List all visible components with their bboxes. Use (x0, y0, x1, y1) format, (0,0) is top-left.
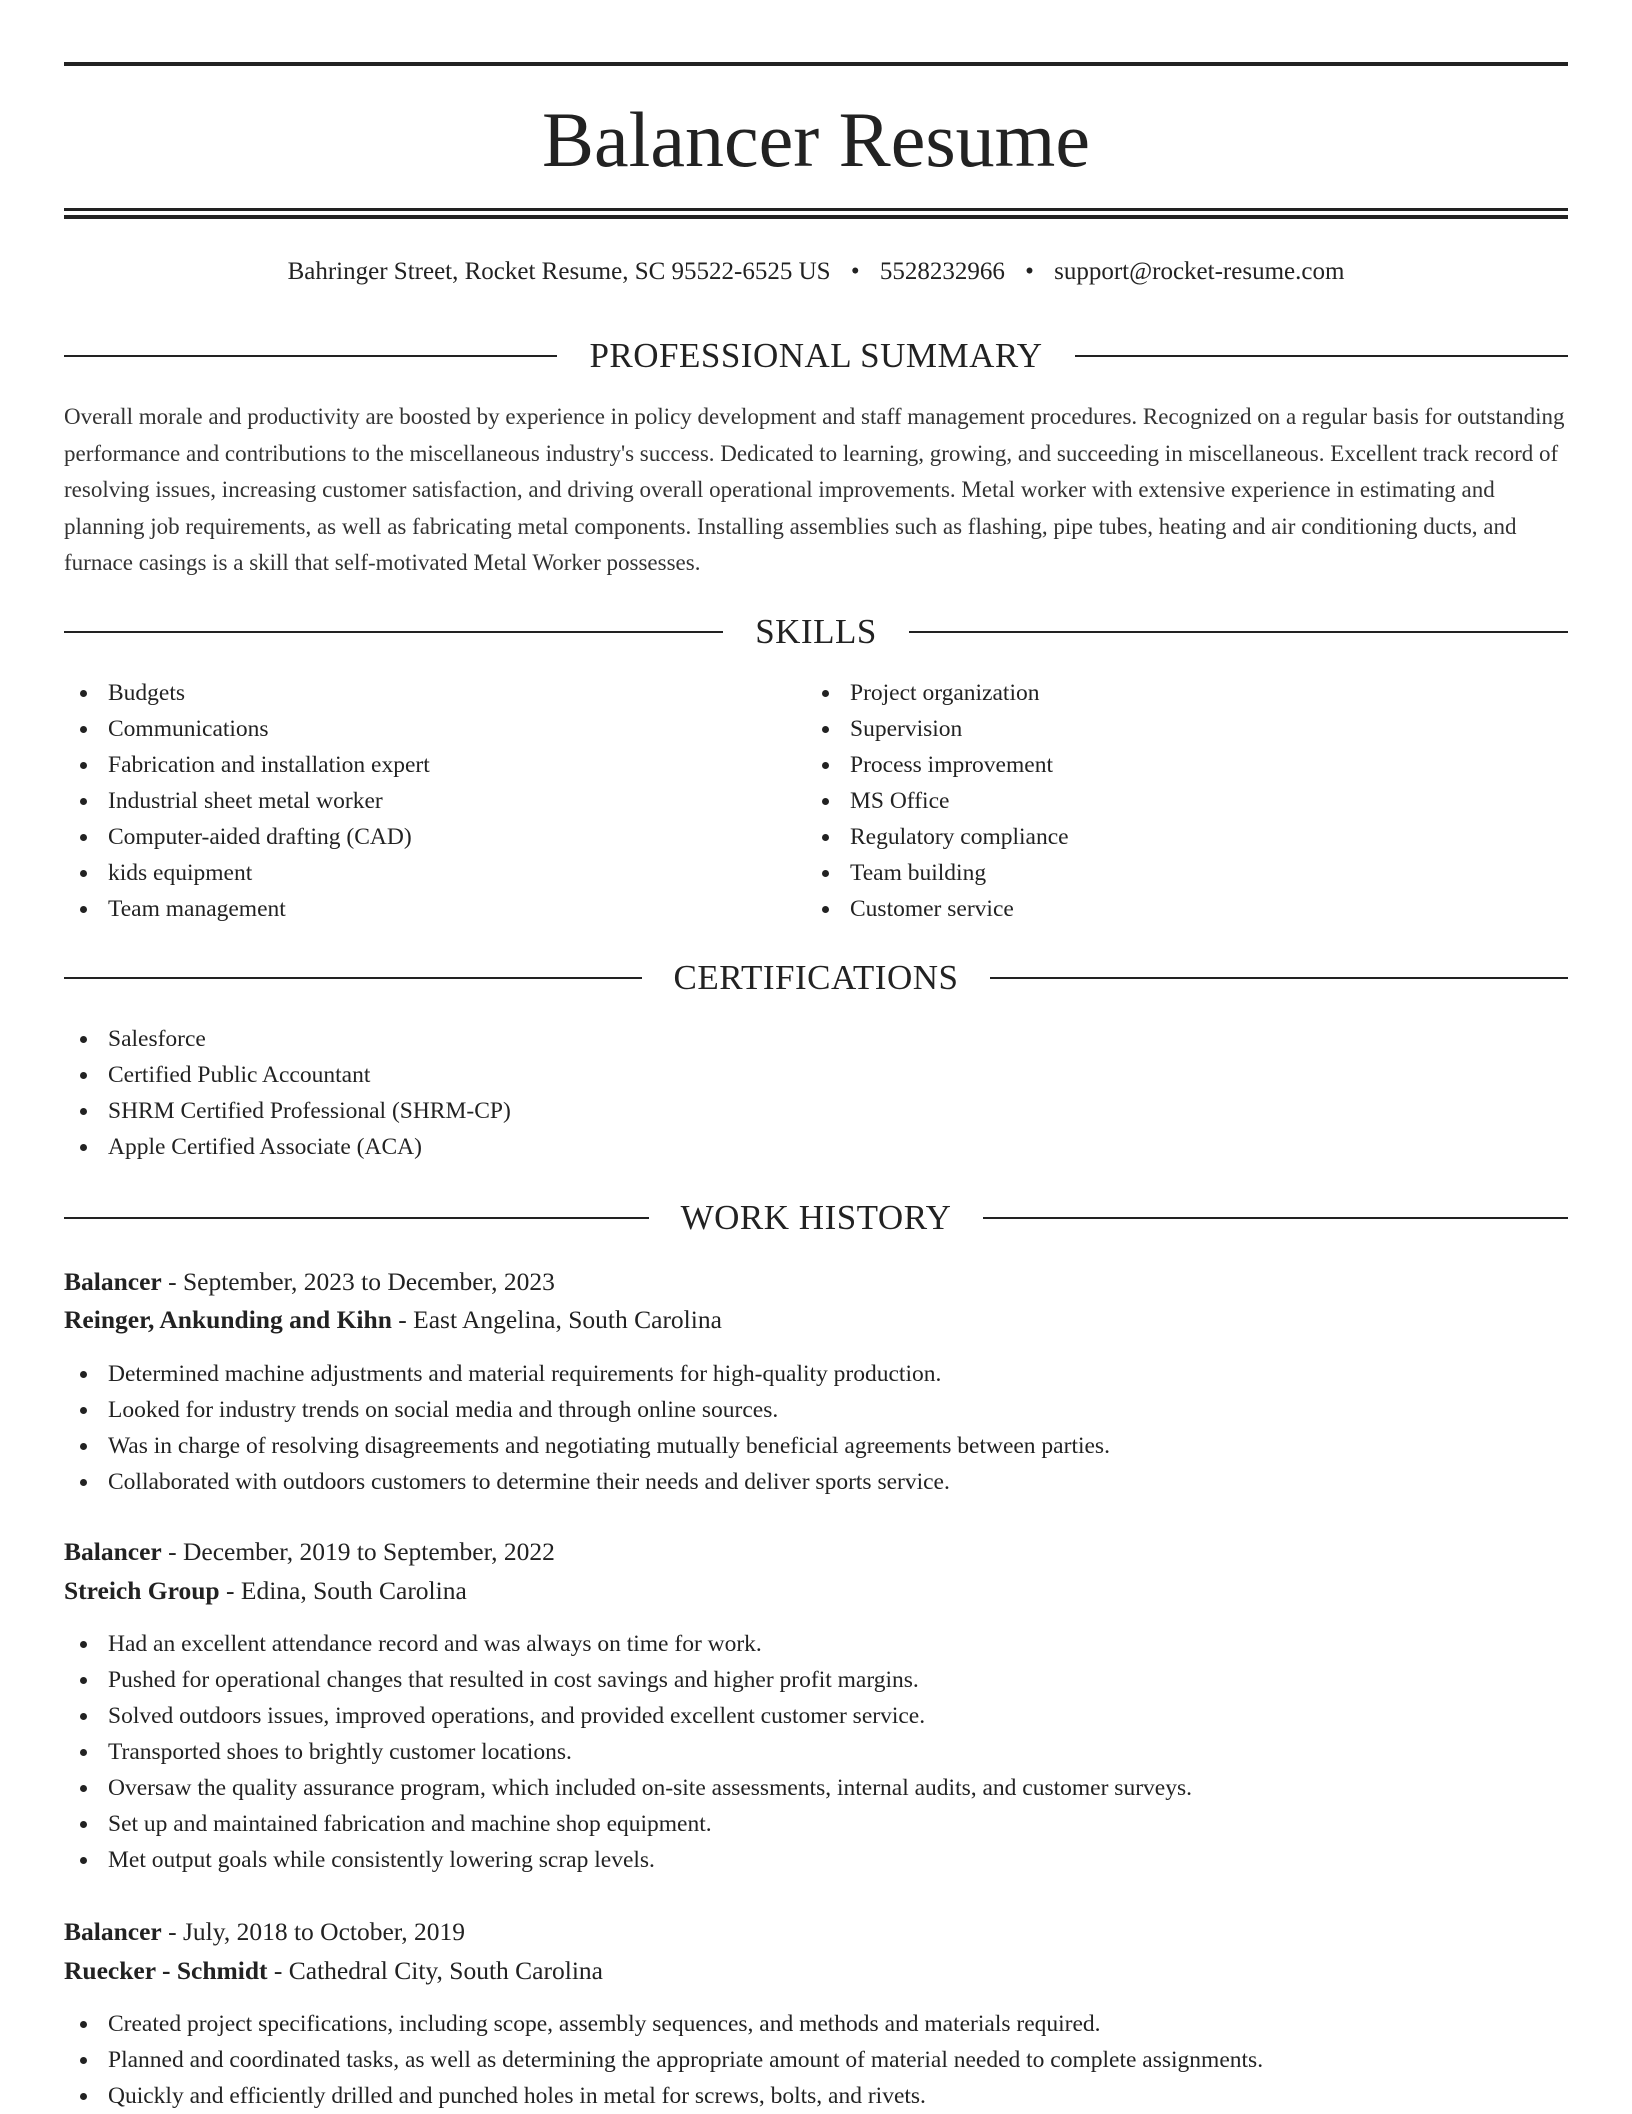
title-double-rule-lower (64, 215, 1568, 219)
job-location: - Edina, South Carolina (219, 1576, 467, 1605)
job-company-line (64, 1953, 1568, 1989)
certification-item: Salesforce (64, 1021, 1464, 1057)
job-title-line (64, 1914, 1568, 1950)
job-company: Ruecker - Schmidt (64, 1956, 268, 1985)
certification-item: Certified Public Accountant (64, 1057, 1464, 1093)
job-bullet: Quickly and efficiently drilled and punched holes in metal for screws, bolts, and rivets. (64, 2078, 1568, 2114)
certification-item: SHRM Certified Professional (SHRM-CP) (64, 1093, 1464, 1129)
section-heading-skills (64, 610, 1568, 654)
section-heading-label: WORK HISTORY (680, 1198, 952, 1237)
section-heading-label: PROFESSIONAL SUMMARY (589, 336, 1043, 375)
title-double-rule-upper (64, 208, 1568, 211)
job-location: - Cathedral City, South Carolina (267, 1956, 603, 1985)
job-dates: - December, 2019 to September, 2022 (161, 1537, 555, 1566)
job-bullet: Transported shoes to brightly customer locations. (64, 1734, 1568, 1770)
skill-item: Project organization (806, 675, 1506, 711)
heading-rule-left (64, 977, 642, 979)
contact-separator: • (1025, 258, 1034, 285)
heading-rule-right (909, 631, 1568, 633)
heading-rule-right (1075, 355, 1568, 357)
skill-item: Team building (806, 855, 1506, 891)
job-dates: - September, 2023 to December, 2023 (161, 1267, 555, 1296)
job-title: Balancer (64, 1917, 162, 1946)
skills-list-right (806, 675, 1506, 927)
job-bullet: Was in charge of resolving disagreements and negotiating mutually beneficial agreements between parties. (64, 1428, 1568, 1464)
job-company: Reinger, Ankunding and Kihn (64, 1305, 392, 1334)
contact-address: Bahringer Street, Rocket Resume, SC 95522-6525 US (287, 258, 831, 285)
job-bullets (64, 1626, 1568, 1878)
section-heading-work-history (64, 1196, 1568, 1240)
skill-item: Budgets (64, 675, 764, 711)
job-bullets (64, 2006, 1568, 2114)
section-heading-certifications (64, 956, 1568, 1000)
job-bullet: Met output goals while consistently lowering scrap levels. (64, 1842, 1568, 1878)
heading-rule-left (64, 631, 723, 633)
skill-item: Regulatory compliance (806, 819, 1506, 855)
contact-email: support@rocket-resume.com (1054, 258, 1345, 285)
heading-rule-left (64, 1217, 649, 1219)
job-title: Balancer (64, 1267, 162, 1296)
job-company-line (64, 1302, 1568, 1338)
job-bullet: Had an excellent attendance record and was always on time for work. (64, 1626, 1568, 1662)
section-heading-label: CERTIFICATIONS (673, 958, 959, 997)
job-bullet: Planned and coordinated tasks, as well as determining the appropriate amount of material needed to complete assignments. (64, 2042, 1568, 2078)
job-bullet: Solved outdoors issues, improved operations, and provided excellent customer service. (64, 1698, 1568, 1734)
job-bullet: Looked for industry trends on social media and through online sources. (64, 1392, 1568, 1428)
skill-item: Computer-aided drafting (CAD) (64, 819, 764, 855)
section-heading-label: SKILLS (755, 612, 877, 651)
job-bullet: Created project specifications, including scope, assembly sequences, and methods and materials required. (64, 2006, 1568, 2042)
job-bullet: Set up and maintained fabrication and machine shop equipment. (64, 1806, 1568, 1842)
section-heading-summary (64, 334, 1568, 378)
skill-item: MS Office (806, 783, 1506, 819)
resume-title: Balancer Resume (542, 96, 1090, 183)
skill-item: Industrial sheet metal worker (64, 783, 764, 819)
contact-line (64, 254, 1568, 290)
job-location: - East Angelina, South Carolina (391, 1305, 722, 1334)
job-bullet: Determined machine adjustments and material requirements for high-quality production. (64, 1356, 1568, 1392)
skill-item: Process improvement (806, 747, 1506, 783)
top-rule (64, 62, 1568, 66)
job-bullet: Collaborated with outdoors customers to determine their needs and deliver sports service. (64, 1464, 1568, 1500)
contact-separator: • (850, 258, 860, 285)
job-title-line (64, 1534, 1568, 1570)
job-bullets (64, 1356, 1568, 1500)
job-dates: - July, 2018 to October, 2019 (161, 1917, 466, 1946)
skills-list-left (64, 675, 764, 927)
skill-item: Fabrication and installation expert (64, 747, 764, 783)
certification-item: Apple Certified Associate (ACA) (64, 1129, 1464, 1165)
contact-phone: 5528232966 (879, 258, 1005, 285)
skill-item: Supervision (806, 711, 1506, 747)
skill-item: Communications (64, 711, 764, 747)
job-title-line (64, 1264, 1568, 1300)
skill-item: kids equipment (64, 855, 764, 891)
heading-rule-right (990, 977, 1568, 979)
heading-rule-left (64, 355, 557, 357)
skill-item: Customer service (806, 891, 1506, 927)
summary-text: Overall morale and productivity are boosted by experience in policy development and staff management procedures. Recognized on a regular basis for outstanding performance and contributions to the miscellaneous industry's success. Dedicated to learning, growing, and succeeding in miscellaneous. Excellent track record of resolving issues, increasing customer satisfaction, and driving overall operational improvements. Metal worker with extensive experience in estimating and planning job requirements, as well as fabricating metal components. Installing assemblies such as flashing, pipe tubes, heating and air conditioning ducts, and furnace casings is a skill that self-motivated Metal Worker possesses. (64, 404, 1565, 575)
job-bullet: Oversaw the quality assurance program, which included on-site assessments, internal audits, and customer surveys. (64, 1770, 1568, 1806)
job-company-line (64, 1573, 1568, 1609)
certifications-list (64, 1021, 1464, 1165)
job-bullet: Pushed for operational changes that resulted in cost savings and higher profit margins. (64, 1662, 1568, 1698)
skill-item: Team management (64, 891, 764, 927)
heading-rule-right (983, 1217, 1568, 1219)
job-company: Streich Group (64, 1576, 220, 1605)
job-title: Balancer (64, 1537, 162, 1566)
